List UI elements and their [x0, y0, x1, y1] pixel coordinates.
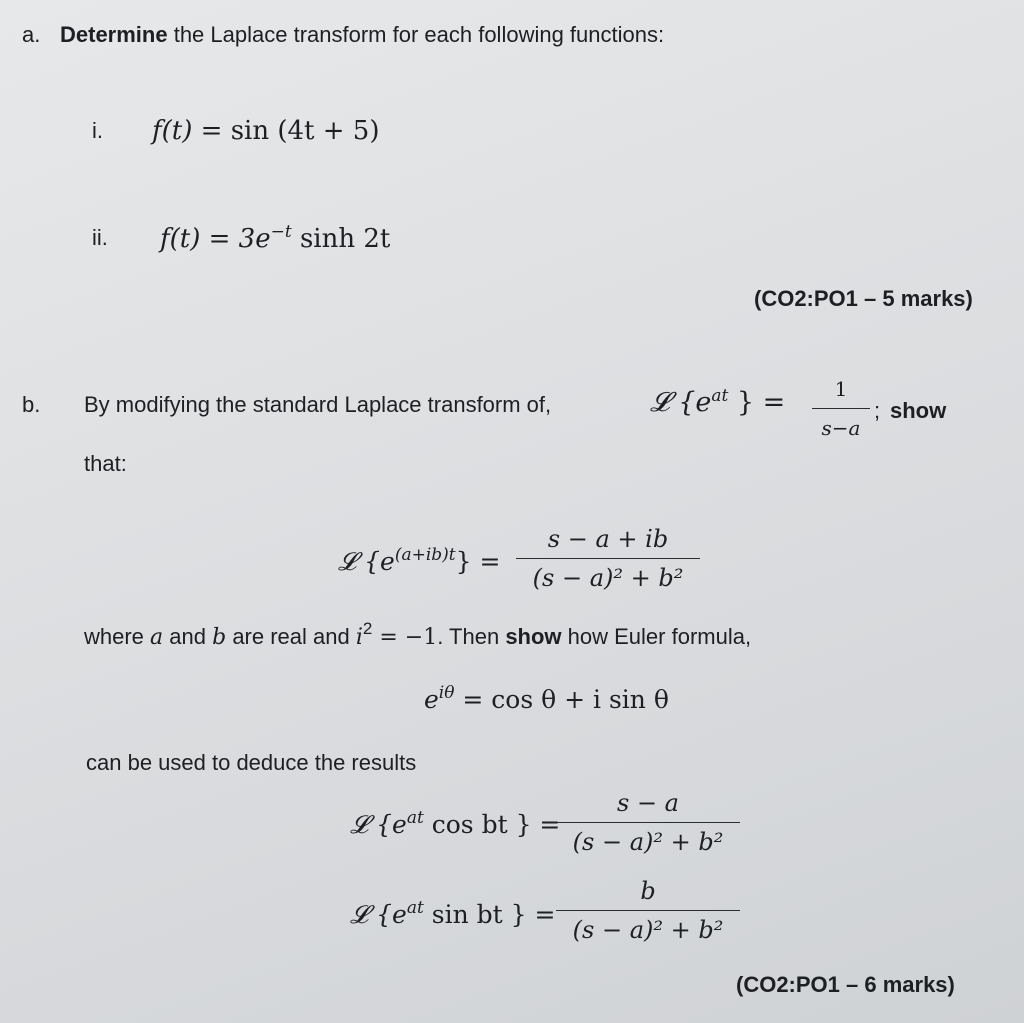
- that-word: that:: [84, 451, 127, 476]
- part-a-heading-bold: Determine: [60, 22, 168, 47]
- standard-transform-sup: at: [711, 386, 729, 406]
- complex-transform-sup: (a+ib)t: [394, 545, 456, 565]
- result-sin-fraction: [556, 876, 740, 945]
- result-sin-denominator: (s − a)² + b²: [572, 916, 724, 944]
- result-cos-lhs: [350, 808, 560, 840]
- standard-transform-numerator: 1: [834, 377, 848, 401]
- where-var-a: a: [150, 625, 164, 650]
- where-text-3: are real and: [226, 624, 356, 649]
- euler-formula: [424, 683, 669, 714]
- item-i-marker: i.: [92, 118, 103, 143]
- complex-transform-fraction: [516, 524, 700, 593]
- part-a-heading: [60, 22, 664, 48]
- where-var-i: i: [355, 625, 363, 650]
- item-i-lhs: f(t) =: [152, 116, 231, 146]
- standard-transform-denominator: s−a: [821, 416, 861, 440]
- result-cos-numerator: s − a: [617, 789, 679, 817]
- result-sin-mid: sin bt } =: [423, 900, 556, 929]
- result-sin-lhs: [350, 898, 555, 930]
- where-text-1: where: [84, 624, 151, 649]
- result-cos-fraction: [556, 788, 740, 857]
- item-ii-expression: [160, 222, 390, 254]
- where-text-4: . Then: [437, 624, 506, 649]
- item-ii-rhs: sinh 2t: [291, 224, 391, 254]
- fraction-bar: [516, 558, 700, 559]
- euler-lhs: e: [424, 685, 439, 714]
- part-a-heading-rest: the Laplace transform for each following functions:: [167, 22, 665, 47]
- euler-rhs: = cos θ + i sin θ: [454, 685, 669, 714]
- part-b-intro: By modifying the standard Laplace transform of,: [84, 392, 552, 417]
- complex-transform-lhs-text: 𝓛 {e: [338, 547, 395, 576]
- part-b-marker: b.: [22, 392, 41, 417]
- deduce-text: can be used to deduce the results: [86, 750, 417, 775]
- fraction-bar: [812, 408, 870, 409]
- item-ii-marker: ii.: [92, 225, 108, 250]
- show-word: show: [890, 398, 947, 423]
- result-sin-sup: at: [406, 898, 424, 918]
- standard-transform-close: } =: [728, 387, 786, 418]
- result-sin-lhs-text: 𝓛 {e: [350, 900, 407, 929]
- standard-transform-fraction: [812, 374, 870, 443]
- standard-transform: [650, 386, 785, 419]
- part-a-marker: a.: [22, 22, 41, 47]
- part-a-marks: (CO2:PO1 – 5 marks): [754, 286, 973, 311]
- result-sin-numerator: b: [640, 877, 656, 905]
- complex-transform-lhs: [338, 545, 500, 577]
- fraction-bar: [556, 822, 740, 823]
- where-text-2: and: [163, 624, 213, 649]
- fraction-bar: [556, 910, 740, 911]
- result-cos-sup: at: [406, 808, 424, 828]
- where-var-b: b: [212, 625, 227, 650]
- item-ii-lhs: f(t) = 3e: [160, 224, 271, 254]
- complex-transform-denominator: (s − a)² + b²: [532, 564, 684, 592]
- item-i-rhs: sin (4t + 5): [230, 116, 380, 146]
- complex-transform-close: } =: [455, 547, 501, 576]
- item-i-expression: [152, 116, 380, 146]
- standard-transform-lhs: 𝓛 {e: [650, 387, 712, 418]
- complex-transform-numerator: s − a + ib: [547, 525, 669, 553]
- result-cos-lhs-text: 𝓛 {e: [350, 810, 407, 839]
- where-text-5: how Euler formula,: [561, 624, 752, 649]
- item-ii-sup: −t: [270, 222, 292, 242]
- standard-transform-semicolon: ;: [874, 398, 881, 423]
- result-cos-denominator: (s − a)² + b²: [572, 828, 724, 856]
- result-cos-mid: cos bt } =: [423, 810, 561, 839]
- euler-sup: iθ: [438, 683, 455, 703]
- where-statement: [84, 619, 751, 650]
- where-equals: = −1: [372, 625, 438, 650]
- where-show: show: [505, 624, 562, 649]
- where-var-i-sup: 2: [362, 619, 373, 638]
- part-b-marks: (CO2:PO1 – 6 marks): [736, 972, 955, 997]
